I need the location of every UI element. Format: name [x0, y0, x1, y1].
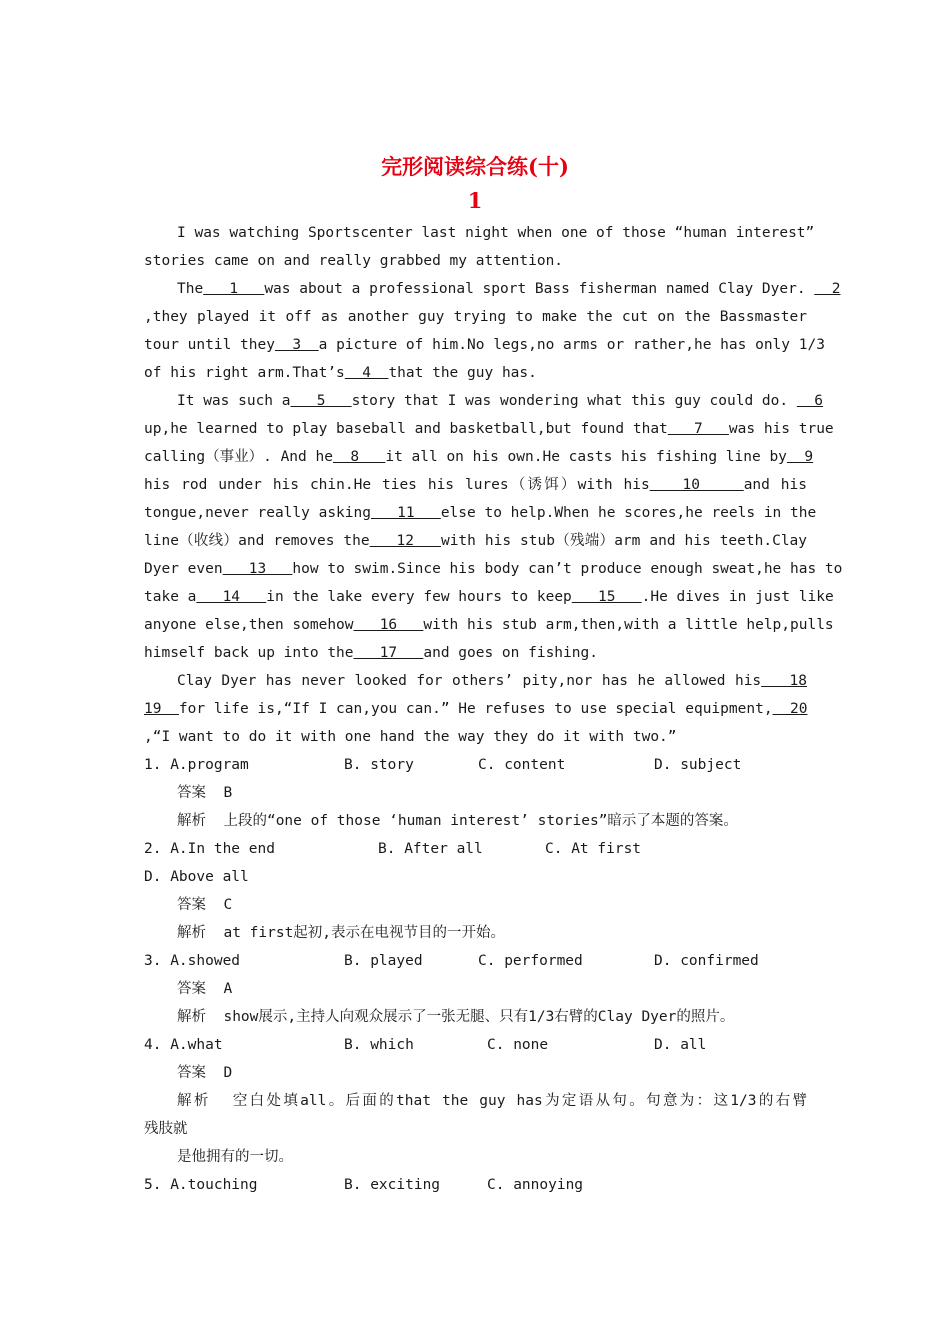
passage-text: was his true	[728, 421, 834, 437]
passage-line: I was watching Sportscenter last night when one of those “human interest”	[177, 225, 815, 241]
section-number: 1	[467, 188, 483, 213]
passage-text: anyone else,then somehow	[144, 617, 354, 633]
option: C. none	[487, 1037, 549, 1053]
passage-line	[177, 275, 841, 303]
option: B. exciting	[344, 1177, 441, 1193]
explanation-text: show展示,主持人向观众展示了一张无腿、只有1/3右臂的Clay Dyer的照片。	[223, 1009, 735, 1025]
option: 4. A.what	[144, 1037, 223, 1053]
passage-line	[144, 639, 807, 667]
passage-line	[144, 331, 825, 359]
question-options	[144, 1031, 807, 1059]
passage-text: and goes on fishing.	[423, 645, 598, 661]
passage-line	[144, 527, 807, 555]
passage-text: up,he learned to play baseball and basketball,but found that	[144, 421, 668, 437]
passage-line	[144, 583, 834, 611]
explanation-line	[177, 1087, 807, 1115]
explanation-text: 空白处填all。后面的that the guy has为定语从句。句意为：这1/3的右臂	[232, 1093, 807, 1109]
passage-text: of his right arm.That’s	[144, 365, 345, 381]
answer-line	[177, 1059, 807, 1087]
answer-line	[177, 779, 807, 807]
passage-line: ,“I want to do it with one hand the way they do it with two.”	[144, 729, 677, 745]
answer-line	[177, 975, 807, 1003]
explanation-text: 上段的“one of those ‘human interest’ stories”暗示了本题的答案。	[223, 813, 738, 829]
passage-line	[144, 415, 834, 443]
answer-value: A	[223, 981, 233, 997]
blank-number: 12	[369, 533, 441, 549]
option: C. performed	[478, 953, 583, 969]
question-options	[144, 751, 807, 779]
passage-text: his rod under his chin.He ties his lures（诱饵）with his	[144, 477, 650, 493]
option: B. played	[344, 953, 423, 969]
option: C. content	[478, 757, 566, 773]
answer-label: 答案	[177, 981, 206, 997]
explanation-label: 解析	[177, 925, 206, 941]
option: 5. A.touching	[144, 1177, 258, 1193]
blank-number: 6	[796, 393, 824, 409]
answer-label: 答案	[177, 785, 206, 801]
answer-line	[177, 891, 807, 919]
answer-value: B	[223, 785, 233, 801]
option: C. At first	[545, 841, 642, 857]
passage-text: that the guy has.	[388, 365, 537, 381]
passage-line	[144, 471, 807, 499]
passage-text: with his stub arm,then,with a little help,pulls	[423, 617, 834, 633]
option: D. all	[654, 1037, 707, 1053]
blank-number: 9	[786, 449, 814, 465]
explanation-line	[177, 807, 807, 835]
passage-text: tongue,never really asking	[144, 505, 371, 521]
passage-text: with his stub（残端）arm and his teeth.Clay	[440, 533, 808, 549]
blank-number: 11	[370, 505, 441, 521]
passage-text: story that I was wondering what this guy could do.	[351, 393, 797, 409]
option: B. story	[344, 757, 414, 773]
passage-text: else to help.When he scores,he reels in the	[440, 505, 817, 521]
passage-line	[144, 359, 807, 387]
explanation-label: 解析	[177, 1093, 211, 1109]
passage-line	[144, 555, 843, 583]
passage-text: for life is,“If I can,you can.” He refuses to use special equipment,	[178, 701, 773, 717]
passage-line	[144, 695, 807, 723]
answer-value: D	[223, 1065, 233, 1081]
blank-number: 17	[353, 645, 424, 661]
blank-number: 14	[196, 589, 267, 605]
explanation-line	[177, 919, 807, 947]
explanation-label: 解析	[177, 813, 206, 829]
explanation-text: at first起初,表示在电视节目的一开始。	[223, 925, 506, 941]
passage-text: take a	[144, 589, 197, 605]
blank-number: 3	[274, 337, 319, 353]
passage-text: himself back up into the	[144, 645, 354, 661]
option: 2. A.In the end	[144, 841, 275, 857]
blank-number: 4	[344, 365, 389, 381]
passage-text: The	[177, 281, 204, 297]
explanation-line	[144, 1115, 807, 1143]
blank-number: 18	[761, 673, 807, 689]
passage-line	[177, 667, 807, 695]
passage-text: a picture of him.No legs,no arms or rather,he has only 1/3	[318, 337, 825, 353]
blank-number: 5	[290, 393, 352, 409]
passage-text: and his	[743, 477, 807, 493]
passage-line: stories came on and really grabbed my attention.	[144, 253, 564, 269]
blank-number: 19	[144, 701, 179, 717]
passage-text: Clay Dyer has never looked for others’ pity,nor has he allowed his	[177, 673, 762, 689]
passage-line	[144, 611, 834, 639]
blank-number: 8	[332, 449, 386, 465]
answer-label: 答案	[177, 1065, 206, 1081]
passage-text: tour until they	[144, 337, 275, 353]
passage-line	[144, 443, 814, 471]
passage-text: Dyer even	[144, 561, 223, 577]
question-options	[144, 947, 807, 975]
explanation-line	[177, 1143, 807, 1171]
passage-text: how to swim.Since his body can’t produce enough sweat,he has to	[292, 561, 843, 577]
question-options	[144, 1171, 807, 1199]
explanation-label: 解析	[177, 1009, 206, 1025]
option: 3. A.showed	[144, 953, 241, 969]
passage-text: calling（事业）. And he	[144, 449, 333, 465]
option: B. which	[344, 1037, 414, 1053]
passage-text: it all on his own.He casts his fishing line by	[385, 449, 787, 465]
blank-number: 1	[203, 281, 265, 297]
blank-number: 10	[649, 477, 744, 493]
blank-number: 13	[222, 561, 293, 577]
passage-text: in the lake every few hours to keep	[266, 589, 572, 605]
answer-value: C	[223, 897, 233, 913]
explanation-line	[177, 1003, 807, 1031]
passage-line: ,they played it off as another guy trying to make the cut on the Bassmaster	[144, 309, 807, 325]
option: 1. A.program	[144, 757, 249, 773]
blank-number: 15	[571, 589, 642, 605]
passage-text: .He dives in just like	[641, 589, 834, 605]
passage-text: It was such a	[177, 393, 291, 409]
question-options	[144, 835, 807, 863]
option: D. subject	[654, 757, 742, 773]
answer-label: 答案	[177, 897, 206, 913]
passage-line	[177, 387, 824, 415]
passage-line	[144, 499, 817, 527]
explanation-text: 残肢就	[144, 1121, 188, 1137]
blank-number: 20	[772, 701, 808, 717]
passage-text: line（收线）and removes the	[144, 533, 370, 549]
option: D. confirmed	[654, 953, 759, 969]
passage-text: was about a professional sport Bass fisherman named Clay Dyer.	[264, 281, 815, 297]
blank-number: 2	[814, 281, 841, 297]
option-wrap	[144, 863, 807, 891]
option: B. After all	[378, 841, 483, 857]
page-title: 完形阅读综合练(十)	[381, 154, 569, 179]
option: D. Above all	[144, 869, 249, 885]
option: C. annoying	[487, 1177, 584, 1193]
blank-number: 16	[353, 617, 424, 633]
explanation-text: 是他拥有的一切。	[177, 1149, 293, 1165]
blank-number: 7	[667, 421, 729, 437]
